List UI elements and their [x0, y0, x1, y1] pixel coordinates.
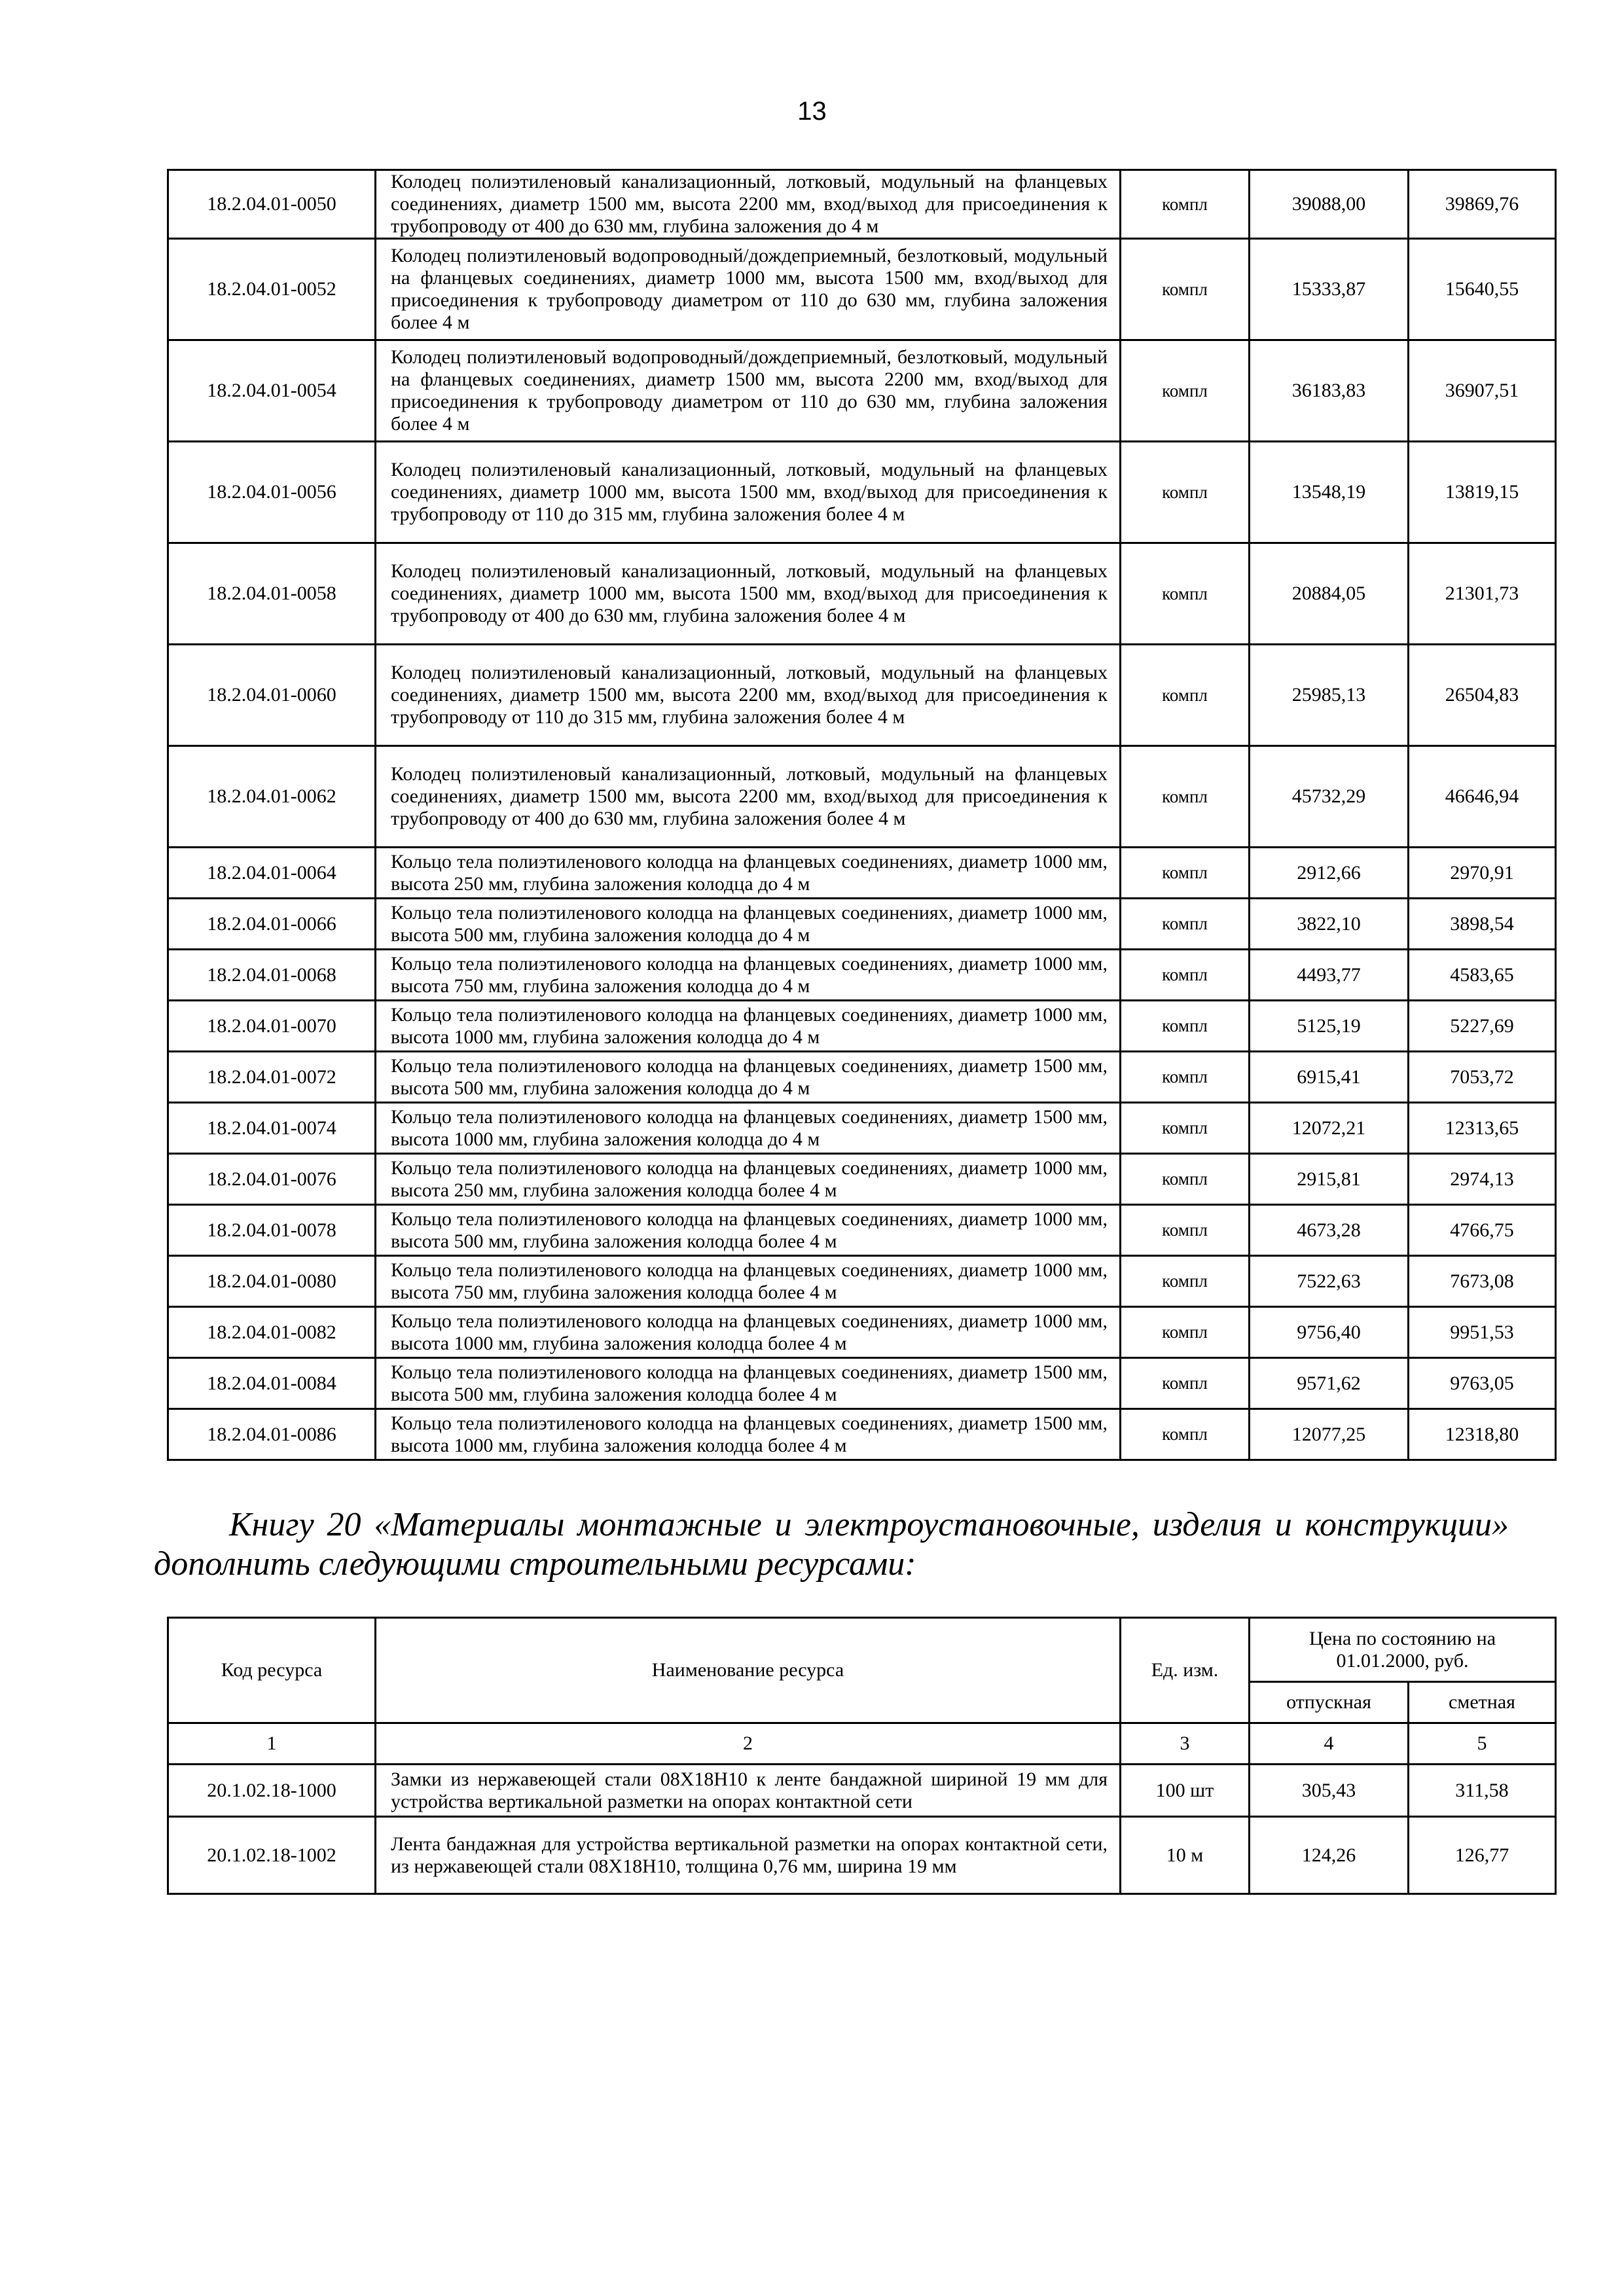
resource-unit: компл — [1121, 1205, 1250, 1256]
release-price: 2915,81 — [1250, 1154, 1409, 1205]
table-row — [168, 1103, 1556, 1154]
column-number: 1 — [168, 1723, 376, 1765]
resource-unit: 10 м — [1121, 1817, 1250, 1894]
resource-unit: компл — [1121, 1358, 1250, 1409]
release-price: 3822,10 — [1250, 899, 1409, 950]
resource-code: 20.1.02.18-1002 — [168, 1817, 376, 1894]
resource-unit: компл — [1121, 170, 1250, 239]
resource-code: 18.2.04.01-0078 — [168, 1205, 376, 1256]
resource-code: 18.2.04.01-0082 — [168, 1307, 376, 1358]
estimate-price: 7673,08 — [1409, 1256, 1556, 1307]
estimate-price: 21301,73 — [1409, 543, 1556, 645]
release-price: 13548,19 — [1250, 442, 1409, 543]
resource-name: Кольцо тела полиэтиленового колодца на фланцевых соединениях, диаметр 1500 мм, высота 1000 мм, глубина заложения колодца более 4 м — [376, 1409, 1121, 1460]
resource-unit: компл — [1121, 950, 1250, 1001]
table-row — [168, 442, 1556, 543]
resource-name: Кольцо тела полиэтиленового колодца на фланцевых соединениях, диаметр 1000 мм, высота 500 мм, глубина заложения колодца более 4 м — [376, 1205, 1121, 1256]
resource-unit: компл — [1121, 1409, 1250, 1460]
release-price: 4673,28 — [1250, 1205, 1409, 1256]
table-row — [168, 848, 1556, 899]
resource-code: 18.2.04.01-0056 — [168, 442, 376, 543]
table-row — [168, 950, 1556, 1001]
resource-unit: 100 шт — [1121, 1765, 1250, 1817]
resource-code: 18.2.04.01-0050 — [168, 170, 376, 239]
header-release-price: отпускная — [1250, 1682, 1409, 1723]
resource-name: Лента бандажная для устройства вертикальной разметки на опорах контактной сети, из нержавеющей стали 08Х18Н10, толщина 0,76 мм, ширина 19 мм — [376, 1817, 1121, 1894]
resource-code: 18.2.04.01-0054 — [168, 340, 376, 442]
resource-unit: компл — [1121, 340, 1250, 442]
header-unit: Ед. изм. — [1121, 1618, 1250, 1723]
header-price-group: Цена по состоянию на 01.01.2000, руб. — [1250, 1618, 1556, 1682]
resource-unit: компл — [1121, 543, 1250, 645]
release-price: 5125,19 — [1250, 1001, 1409, 1052]
resource-code: 18.2.04.01-0058 — [168, 543, 376, 645]
resource-name: Колодец полиэтиленовый канализационный, лотковый, модульный на фланцевых соединениях, диаметр 1500 мм, высота 2200 мм, вход/выход для присоединения к трубопроводу от 400 до 630 мм, глубина заложения более 4 м — [376, 746, 1121, 848]
release-price: 45732,29 — [1250, 746, 1409, 848]
resource-table-continued — [167, 169, 1557, 1461]
table-row — [168, 1256, 1556, 1307]
resource-unit: компл — [1121, 899, 1250, 950]
table-row — [168, 899, 1556, 950]
estimate-price: 15640,55 — [1409, 239, 1556, 340]
resource-name: Кольцо тела полиэтиленового колодца на фланцевых соединениях, диаметр 1500 мм, высота 500 мм, глубина заложения колодца более 4 м — [376, 1358, 1121, 1409]
table-row — [168, 1358, 1556, 1409]
resource-name: Кольцо тела полиэтиленового колодца на фланцевых соединениях, диаметр 1000 мм, высота 750 мм, глубина заложения колодца до 4 м — [376, 950, 1121, 1001]
section-heading: Книгу 20 «Материалы монтажные и электроустановочные, изделия и конструкции» дополнить следующими строительными ресурсами: — [154, 1506, 1509, 1583]
resource-unit: компл — [1121, 1052, 1250, 1103]
column-number: 2 — [376, 1723, 1121, 1765]
release-price: 305,43 — [1250, 1765, 1409, 1817]
table-row — [168, 746, 1556, 848]
estimate-price: 7053,72 — [1409, 1052, 1556, 1103]
estimate-price: 46646,94 — [1409, 746, 1556, 848]
resource-name: Кольцо тела полиэтиленового колодца на фланцевых соединениях, диаметр 1500 мм, высота 500 мм, глубина заложения колодца до 4 м — [376, 1052, 1121, 1103]
estimate-price: 36907,51 — [1409, 340, 1556, 442]
table-row — [168, 543, 1556, 645]
resource-unit: компл — [1121, 442, 1250, 543]
release-price: 6915,41 — [1250, 1052, 1409, 1103]
header-code: Код ресурса — [168, 1618, 376, 1723]
estimate-price: 12313,65 — [1409, 1103, 1556, 1154]
resource-name: Кольцо тела полиэтиленового колодца на фланцевых соединениях, диаметр 1000 мм, высота 1000 мм, глубина заложения колодца более 4 м — [376, 1307, 1121, 1358]
resource-table-book-20 — [167, 1617, 1557, 1895]
resource-name: Замки из нержавеющей стали 08Х18Н10 к ленте бандажной шириной 19 мм для устройства вертикальной разметки на опорах контактной сети — [376, 1765, 1121, 1817]
estimate-price: 9951,53 — [1409, 1307, 1556, 1358]
table-row — [168, 1409, 1556, 1460]
resource-unit: компл — [1121, 1154, 1250, 1205]
resource-name: Колодец полиэтиленовый канализационный, лотковый, модульный на фланцевых соединениях, диаметр 1500 мм, высота 2200 мм, вход/выход для присоединения к трубопроводу от 110 до 315 мм, глубина заложения более 4 м — [376, 645, 1121, 746]
table-row — [168, 1765, 1556, 1817]
release-price: 36183,83 — [1250, 340, 1409, 442]
release-price: 4493,77 — [1250, 950, 1409, 1001]
page-number: 13 — [797, 97, 827, 126]
release-price: 39088,00 — [1250, 170, 1409, 239]
resource-unit: компл — [1121, 645, 1250, 746]
header-name: Наименование ресурса — [376, 1618, 1121, 1723]
resource-code: 18.2.04.01-0070 — [168, 1001, 376, 1052]
table-row — [168, 1052, 1556, 1103]
estimate-price: 126,77 — [1409, 1817, 1556, 1894]
table-row — [168, 645, 1556, 746]
release-price: 12072,21 — [1250, 1103, 1409, 1154]
release-price: 124,26 — [1250, 1817, 1409, 1894]
resource-unit: компл — [1121, 1256, 1250, 1307]
resource-unit: компл — [1121, 1001, 1250, 1052]
resource-name: Кольцо тела полиэтиленового колодца на фланцевых соединениях, диаметр 1500 мм, высота 1000 мм, глубина заложения колодца до 4 м — [376, 1103, 1121, 1154]
resource-code: 18.2.04.01-0068 — [168, 950, 376, 1001]
estimate-price: 5227,69 — [1409, 1001, 1556, 1052]
table-row — [168, 1205, 1556, 1256]
resource-code: 18.2.04.01-0074 — [168, 1103, 376, 1154]
resource-code: 18.2.04.01-0062 — [168, 746, 376, 848]
column-number: 5 — [1409, 1723, 1556, 1765]
resource-name: Кольцо тела полиэтиленового колодца на фланцевых соединениях, диаметр 1000 мм, высота 500 мм, глубина заложения колодца до 4 м — [376, 899, 1121, 950]
estimate-price: 4766,75 — [1409, 1205, 1556, 1256]
table-row — [168, 340, 1556, 442]
release-price: 15333,87 — [1250, 239, 1409, 340]
column-number: 4 — [1250, 1723, 1409, 1765]
resource-unit: компл — [1121, 848, 1250, 899]
resource-code: 20.1.02.18-1000 — [168, 1765, 376, 1817]
table-row — [168, 239, 1556, 340]
resource-code: 18.2.04.01-0052 — [168, 239, 376, 340]
table-row — [168, 1154, 1556, 1205]
resource-unit: компл — [1121, 746, 1250, 848]
estimate-price: 3898,54 — [1409, 899, 1556, 950]
resource-code: 18.2.04.01-0084 — [168, 1358, 376, 1409]
release-price: 9571,62 — [1250, 1358, 1409, 1409]
estimate-price: 26504,83 — [1409, 645, 1556, 746]
estimate-price: 2974,13 — [1409, 1154, 1556, 1205]
estimate-price: 311,58 — [1409, 1765, 1556, 1817]
estimate-price: 2970,91 — [1409, 848, 1556, 899]
table-header — [168, 1618, 1556, 1765]
release-price: 7522,63 — [1250, 1256, 1409, 1307]
release-price: 2912,66 — [1250, 848, 1409, 899]
resource-name: Кольцо тела полиэтиленового колодца на фланцевых соединениях, диаметр 1000 мм, высота 250 мм, глубина заложения колодца до 4 м — [376, 848, 1121, 899]
header-estimate-price: сметная — [1409, 1682, 1556, 1723]
resource-code: 18.2.04.01-0064 — [168, 848, 376, 899]
resource-name: Колодец полиэтиленовый водопроводный/дождеприемный, безлотковый, модульный на фланцевых соединениях, диаметр 1000 мм, высота 1500 мм, вход/выход для присоединения к трубопроводу диаметром от 110 до 630 мм, глубина заложения более 4 м — [376, 239, 1121, 340]
release-price: 9756,40 — [1250, 1307, 1409, 1358]
estimate-price: 13819,15 — [1409, 442, 1556, 543]
resource-unit: компл — [1121, 239, 1250, 340]
resource-name: Кольцо тела полиэтиленового колодца на фланцевых соединениях, диаметр 1000 мм, высота 750 мм, глубина заложения колодца более 4 м — [376, 1256, 1121, 1307]
resource-name: Колодец полиэтиленовый канализационный, лотковый, модульный на фланцевых соединениях, диаметр 1500 мм, высота 2200 мм, вход/выход для присоединения к трубопроводу от 400 до 630 мм, глубина заложения до 4 м — [376, 170, 1121, 239]
table-row — [168, 1001, 1556, 1052]
resource-code: 18.2.04.01-0076 — [168, 1154, 376, 1205]
estimate-price: 9763,05 — [1409, 1358, 1556, 1409]
table-row — [168, 1817, 1556, 1894]
resource-code: 18.2.04.01-0066 — [168, 899, 376, 950]
resource-name: Кольцо тела полиэтиленового колодца на фланцевых соединениях, диаметр 1000 мм, высота 1000 мм, глубина заложения колодца до 4 м — [376, 1001, 1121, 1052]
column-number: 3 — [1121, 1723, 1250, 1765]
table-row — [168, 170, 1556, 239]
resource-code: 18.2.04.01-0060 — [168, 645, 376, 746]
release-price: 25985,13 — [1250, 645, 1409, 746]
release-price: 12077,25 — [1250, 1409, 1409, 1460]
resource-code: 18.2.04.01-0072 — [168, 1052, 376, 1103]
resource-table-body — [168, 170, 1556, 1460]
resource-code: 18.2.04.01-0086 — [168, 1409, 376, 1460]
resource-code: 18.2.04.01-0080 — [168, 1256, 376, 1307]
resource-name: Колодец полиэтиленовый канализационный, лотковый, модульный на фланцевых соединениях, диаметр 1000 мм, высота 1500 мм, вход/выход для присоединения к трубопроводу от 400 до 630 мм, глубина заложения более 4 м — [376, 543, 1121, 645]
estimate-price: 12318,80 — [1409, 1409, 1556, 1460]
resource-name: Колодец полиэтиленовый водопроводный/дождеприемный, безлотковый, модульный на фланцевых соединениях, диаметр 1500 мм, высота 2200 мм, вход/выход для присоединения к трубопроводу диаметром от 110 до 630 мм, глубина заложения более 4 м — [376, 340, 1121, 442]
release-price: 20884,05 — [1250, 543, 1409, 645]
table-row — [168, 1307, 1556, 1358]
estimate-price: 4583,65 — [1409, 950, 1556, 1001]
resource-unit: компл — [1121, 1307, 1250, 1358]
resource-name: Кольцо тела полиэтиленового колодца на фланцевых соединениях, диаметр 1000 мм, высота 250 мм, глубина заложения колодца более 4 м — [376, 1154, 1121, 1205]
resource-unit: компл — [1121, 1103, 1250, 1154]
estimate-price: 39869,76 — [1409, 170, 1556, 239]
table-body — [168, 1765, 1556, 1894]
resource-name: Колодец полиэтиленовый канализационный, лотковый, модульный на фланцевых соединениях, диаметр 1000 мм, высота 1500 мм, вход/выход для присоединения к трубопроводу от 110 до 315 мм, глубина заложения более 4 м — [376, 442, 1121, 543]
